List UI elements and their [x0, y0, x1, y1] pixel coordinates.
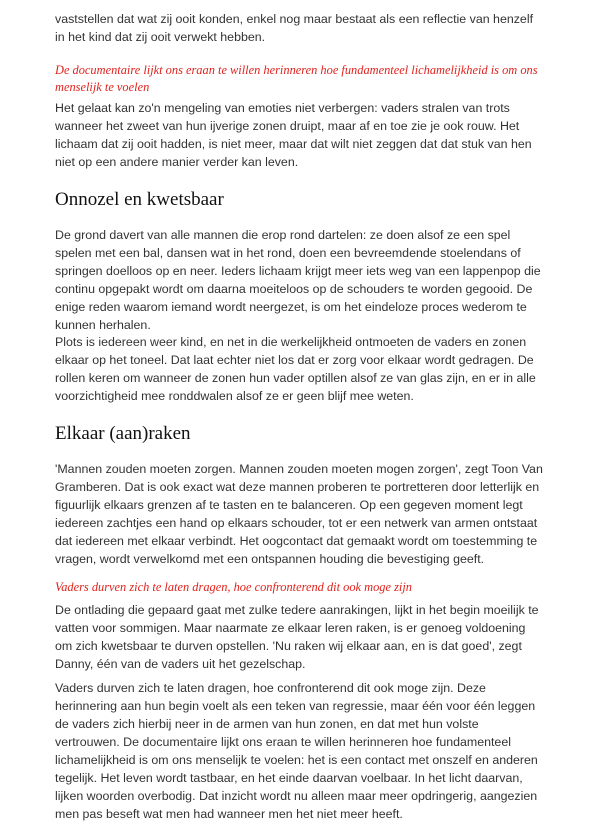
paragraph-vaders-durven: Vaders durven zich te laten dragen, hoe confronterend dit ook moge zijn. Deze herinnering aan hun begin voelt als een teken van regressie, maar één voor één leggen de vaders zich hierbij neer in de armen van hun zonen, en dat met hun volste vertrouwen. De documentaire lijkt ons eraan te willen herinneren hoe fundamenteel lichamelijkheid is om ons menselijk te voelen: het is een contact met onszelf en anderen tegelijk. Het leven wordt tastbaar, en het einde daarvan voelbaar. In het licht daarvan, lijken woorden overbodig. Dat inzicht wordt nu alleen maar meer opdringerig, aangezien men pas beseft wat men had wanneer men het niet meer heeft.: [55, 681, 538, 821]
pull-quote-lichamelijkheid: De documentaire lijkt ons eraan te willen herinneren hoe fundamenteel lichamelijkheid is om ons menselijk te voelen: [55, 63, 538, 94]
pull-quote-vaders-dragen: Vaders durven zich te laten dragen, hoe confronterend dit ook moge zijn: [55, 580, 412, 594]
paragraph-mannen-zorgen: 'Mannen zouden moeten zorgen. Mannen zouden moeten mogen zorgen', zegt Toon Van Gramberen. Dat is ook exact wat deze mannen proberen te portretteren door letterlijk en figuurlijk elkaars grenzen af te tasten en te balanceren. Op een gegeven moment legt iedereen zachtjes een hand op elkaars schouder, tot er een netwerk van armen ontstaat dat iedereen met elkaar verbindt. Het oogcontact dat gemaakt wordt om toestemming te vragen, wordt verwelkomd met een ontspannen houding die bevestiging geeft.: [55, 462, 543, 566]
paragraph-gelaat: Het gelaat kan zo'n mengeling van emoties niet verbergen: vaders stralen van trots wanneer het zweet van hun ijverige zonen druipt, maar af en toe zie je ook rouw. Het lichaam dat zij ooit hadden, is niet meer, maar dat wilt niet zeggen dat dat stuk van hen niet op een andere manier verder kan leven.: [55, 101, 532, 169]
paragraph-grond-davert: De grond davert van alle mannen die erop rond dartelen: ze doen alsof ze een spel spelen met een bal, dansen wat in het rond, doen een bevreemdende stoelendans of springen doelloos op en neer. Ieders lichaam krijgt meer iets weg van een lappenpop die continu opgepakt wordt om daarna moeiteloos op de schouders te worden gegooid. De enige reden waarom iemand wordt neergezet, is om het eindeloze proces wederom te kunnen herhalen.: [55, 228, 541, 332]
paragraph-ontlading: De ontlading die gepaard gaat met zulke tedere aanrakingen, lijkt in het begin moeilijk te vatten voor sommigen. Maar naarmate ze elkaar leren raken, is er genoeg voldoening om zich kwetsbaar te durven opstellen. 'Nu raken wij elkaar aan, en is dat goed', zegt Danny, één van de vaders uit het gezelschap.: [55, 603, 539, 671]
heading-onnozel-en-kwetsbaar: Onnozel en kwetsbaar: [55, 189, 224, 210]
paragraph-intro-end: vaststellen dat wat zij ooit konden, enkel nog maar bestaat als een reflectie van henzelf in het kind dat zij ooit verwekt hebben.: [55, 12, 534, 44]
paragraph-plots-kind: Plots is iedereen weer kind, en net in die werkelijkheid ontmoeten de vaders en zonen elkaar op het toneel. Dat laat echter niet los dat er zorg voor elkaar wordt gedragen. De rollen keren om wanneer de zonen hun vader optillen alsof ze van glas zijn, en er in alle voorzichtigheid mee ronddwalen alsof ze er geen blijf mee weten.: [55, 335, 536, 403]
heading-elkaar-aanraken: Elkaar (aan)raken: [55, 423, 191, 444]
